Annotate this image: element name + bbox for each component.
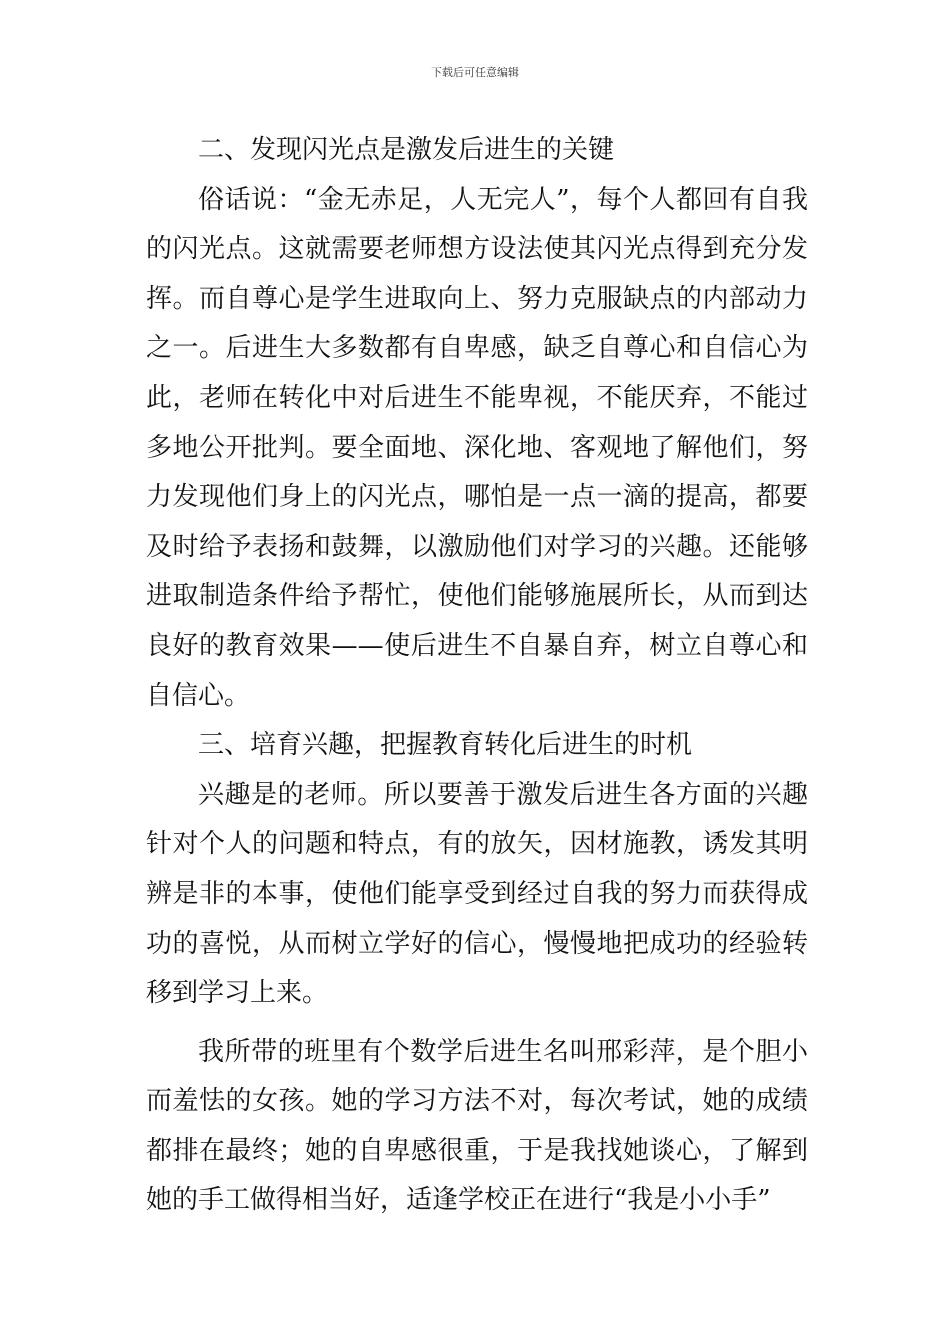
page-header: 下载后可任意编辑 bbox=[431, 66, 519, 79]
body-paragraph: 俗话说：“金无赤足，人无完人”，每个人都回有自我的闪光点。这就需要老师想方设法使其闪光点得到充分发挥。而自尊心是学生进取向上、努力克服缺点的内部动力之一。后进生大多数都有自卑感，缺乏自尊心和自信心为此，老师在转化中对后进生不能卑视，不能厌弃，不能过多地公开批判。要全面地、深化地、客观地了解他们，努力发现他们身上的闪光点，哪怕是一点一滴的提高，都要及时给予表扬和鼓舞，以激励他们对学习的兴趣。还能够进取制造条件给予帮忙，使他们能够施展所长，从而到达良好的教育效果——使后进生不自暴自弃，树立自尊心和自信心。 bbox=[146, 184, 808, 711]
document-body bbox=[146, 126, 808, 1226]
body-paragraph: 我所带的班里有个数学后进生名叫邢彩萍，是个胆小而羞怯的女孩。她的学习方法不对，每次考试，她的成绩都排在最终；她的自卑感很重，于是我找她谈心，了解到她的手工做得相当好，适逢学校正在进行“我是小小手” bbox=[146, 1036, 808, 1216]
paragraph-spacer bbox=[146, 1019, 808, 1028]
body-paragraph: 兴趣是的老师。所以要善于激发后进生各方面的兴趣针对个人的问题和特点，有的放矢，因材施教，诱发其明辨是非的本事，使他们能享受到经过自我的努力而获得成功的喜悦，从而树立学好的信心，慢慢地把成功的经验转移到学习上来。 bbox=[146, 779, 808, 1009]
section-heading: 二、发现闪光点是激发后进生的关键 bbox=[198, 135, 615, 165]
section-heading: 三、培育兴趣，把握教育转化后进生的时机 bbox=[198, 730, 693, 761]
